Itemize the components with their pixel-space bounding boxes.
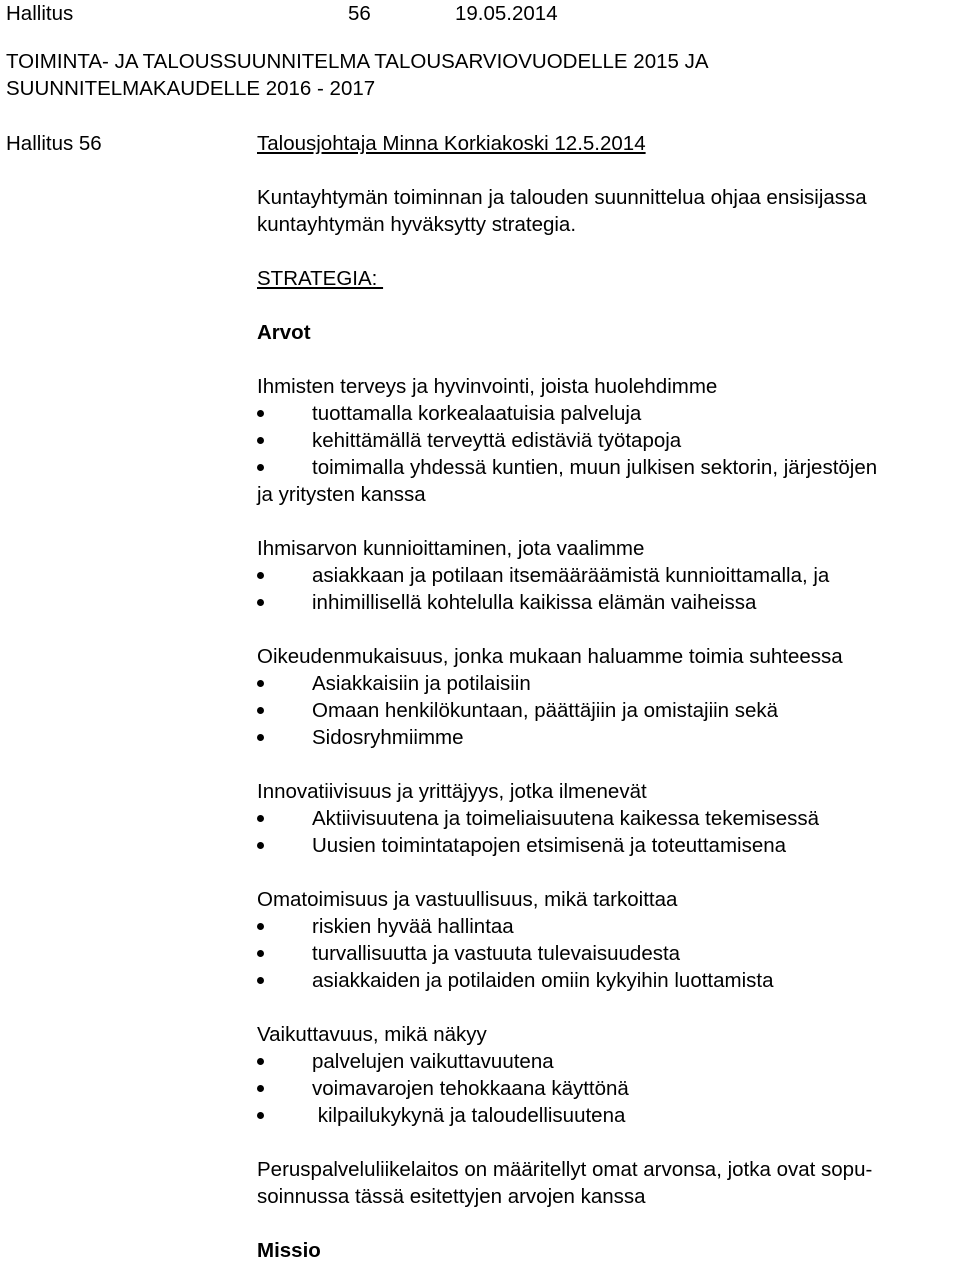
bullet-icon [257,977,264,984]
bullet-icon [257,680,264,687]
value-lead: Vaikuttavuus, mikä näkyy [257,1023,487,1046]
bullet-icon [257,1085,264,1092]
list-item: Sidosryhmiimme [257,724,957,751]
value-group [257,886,957,994]
bullet-icon [257,1058,264,1065]
list-item: inhimillisellä kohtelulla kaikissa elämän vaiheissa [257,589,957,616]
meta-presenter: Talousjohtaja Minna Korkiakoski 12.5.2014 [257,132,646,155]
value-continuation: ja yritysten kanssa [257,483,426,506]
strategy-heading: STRATEGIA: [257,267,384,290]
value-lead: Ihmisarvon kunnioittaminen, jota vaalimme [257,537,645,560]
value-bullet-list [257,1048,957,1129]
bullet-icon [257,1112,264,1119]
value-lead: Oikeudenmukaisuus, jonka mukaan haluamme toimia suhteessa [257,645,843,668]
value-bullet-list [257,913,957,994]
list-item: toimimalla yhdessä kuntien, muun julkisen sektorin, järjestöjen [257,454,957,481]
bullet-icon [257,464,264,471]
list-item: Aktiivisuutena ja toimeliaisuutena kaikessa tekemisessä [257,805,957,832]
bullet-icon [257,734,264,741]
list-item: kehittämällä terveyttä edistäviä työtapoja [257,427,957,454]
value-group [257,778,957,859]
closing-line-1: Peruspalveluliikelaitos on määritellyt omat arvonsa, jotka ovat sopu- [257,1158,873,1181]
header-number: 56 [348,2,371,25]
list-item: kilpailukykynä ja taloudellisuutena [257,1102,957,1129]
value-group [257,535,957,616]
header-org: Hallitus [6,2,74,25]
value-bullet-list [257,562,957,616]
list-item: riskien hyvää hallintaa [257,913,957,940]
values-heading: Arvot [257,321,311,344]
list-item: palvelujen vaikuttavuutena [257,1048,957,1075]
bullet-icon [257,437,264,444]
intro-line-1: Kuntayhtymän toiminnan ja talouden suunnittelua ohjaa ensisijassa [257,186,867,209]
list-item: voimavarojen tehokkaana käyttönä [257,1075,957,1102]
bullet-icon [257,842,264,849]
value-group [257,373,957,508]
value-group [257,1021,957,1129]
document-title-line-2: SUUNNITELMAKAUDELLE 2016 - 2017 [6,77,376,100]
bullet-icon [257,410,264,417]
value-lead: Ihmisten terveys ja hyvinvointi, joista huolehdimme [257,375,718,398]
value-group [257,643,957,751]
bullet-icon [257,572,264,579]
value-bullet-list [257,400,957,481]
bullet-icon [257,599,264,606]
value-bullet-list [257,805,957,859]
list-item: Uusien toimintatapojen etsimisenä ja toteuttamisena [257,832,957,859]
list-item: turvallisuutta ja vastuuta tulevaisuudesta [257,940,957,967]
list-item: tuottamalla korkealaatuisia palveluja [257,400,957,427]
intro-line-2: kuntayhtymän hyväksytty strategia. [257,213,577,236]
closing-line-2: soinnussa tässä esitettyjen arvojen kanssa [257,1185,646,1208]
header-date: 19.05.2014 [455,2,558,25]
list-item: Omaan henkilökuntaan, päättäjiin ja omistajiin sekä [257,697,957,724]
value-bullet-list [257,670,957,751]
main-section [257,184,957,1264]
bullet-icon [257,815,264,822]
list-item: asiakkaan ja potilaan itsemääräämistä kunnioittamalla, ja [257,562,957,589]
mission-heading: Missio [257,1239,321,1262]
value-lead: Innovatiivisuus ja yrittäjyys, jotka ilmenevät [257,780,647,803]
value-lead: Omatoimisuus ja vastuullisuus, mikä tarkoittaa [257,888,678,911]
bullet-icon [257,950,264,957]
meta-label: Hallitus 56 [6,132,102,155]
document-title-line-1: TOIMINTA- JA TALOUSSUUNNITELMA TALOUSARVIOVUODELLE 2015 JA [6,50,709,73]
list-item: asiakkaiden ja potilaiden omiin kykyihin luottamista [257,967,957,994]
list-item: Asiakkaisiin ja potilaisiin [257,670,957,697]
bullet-icon [257,923,264,930]
bullet-icon [257,707,264,714]
